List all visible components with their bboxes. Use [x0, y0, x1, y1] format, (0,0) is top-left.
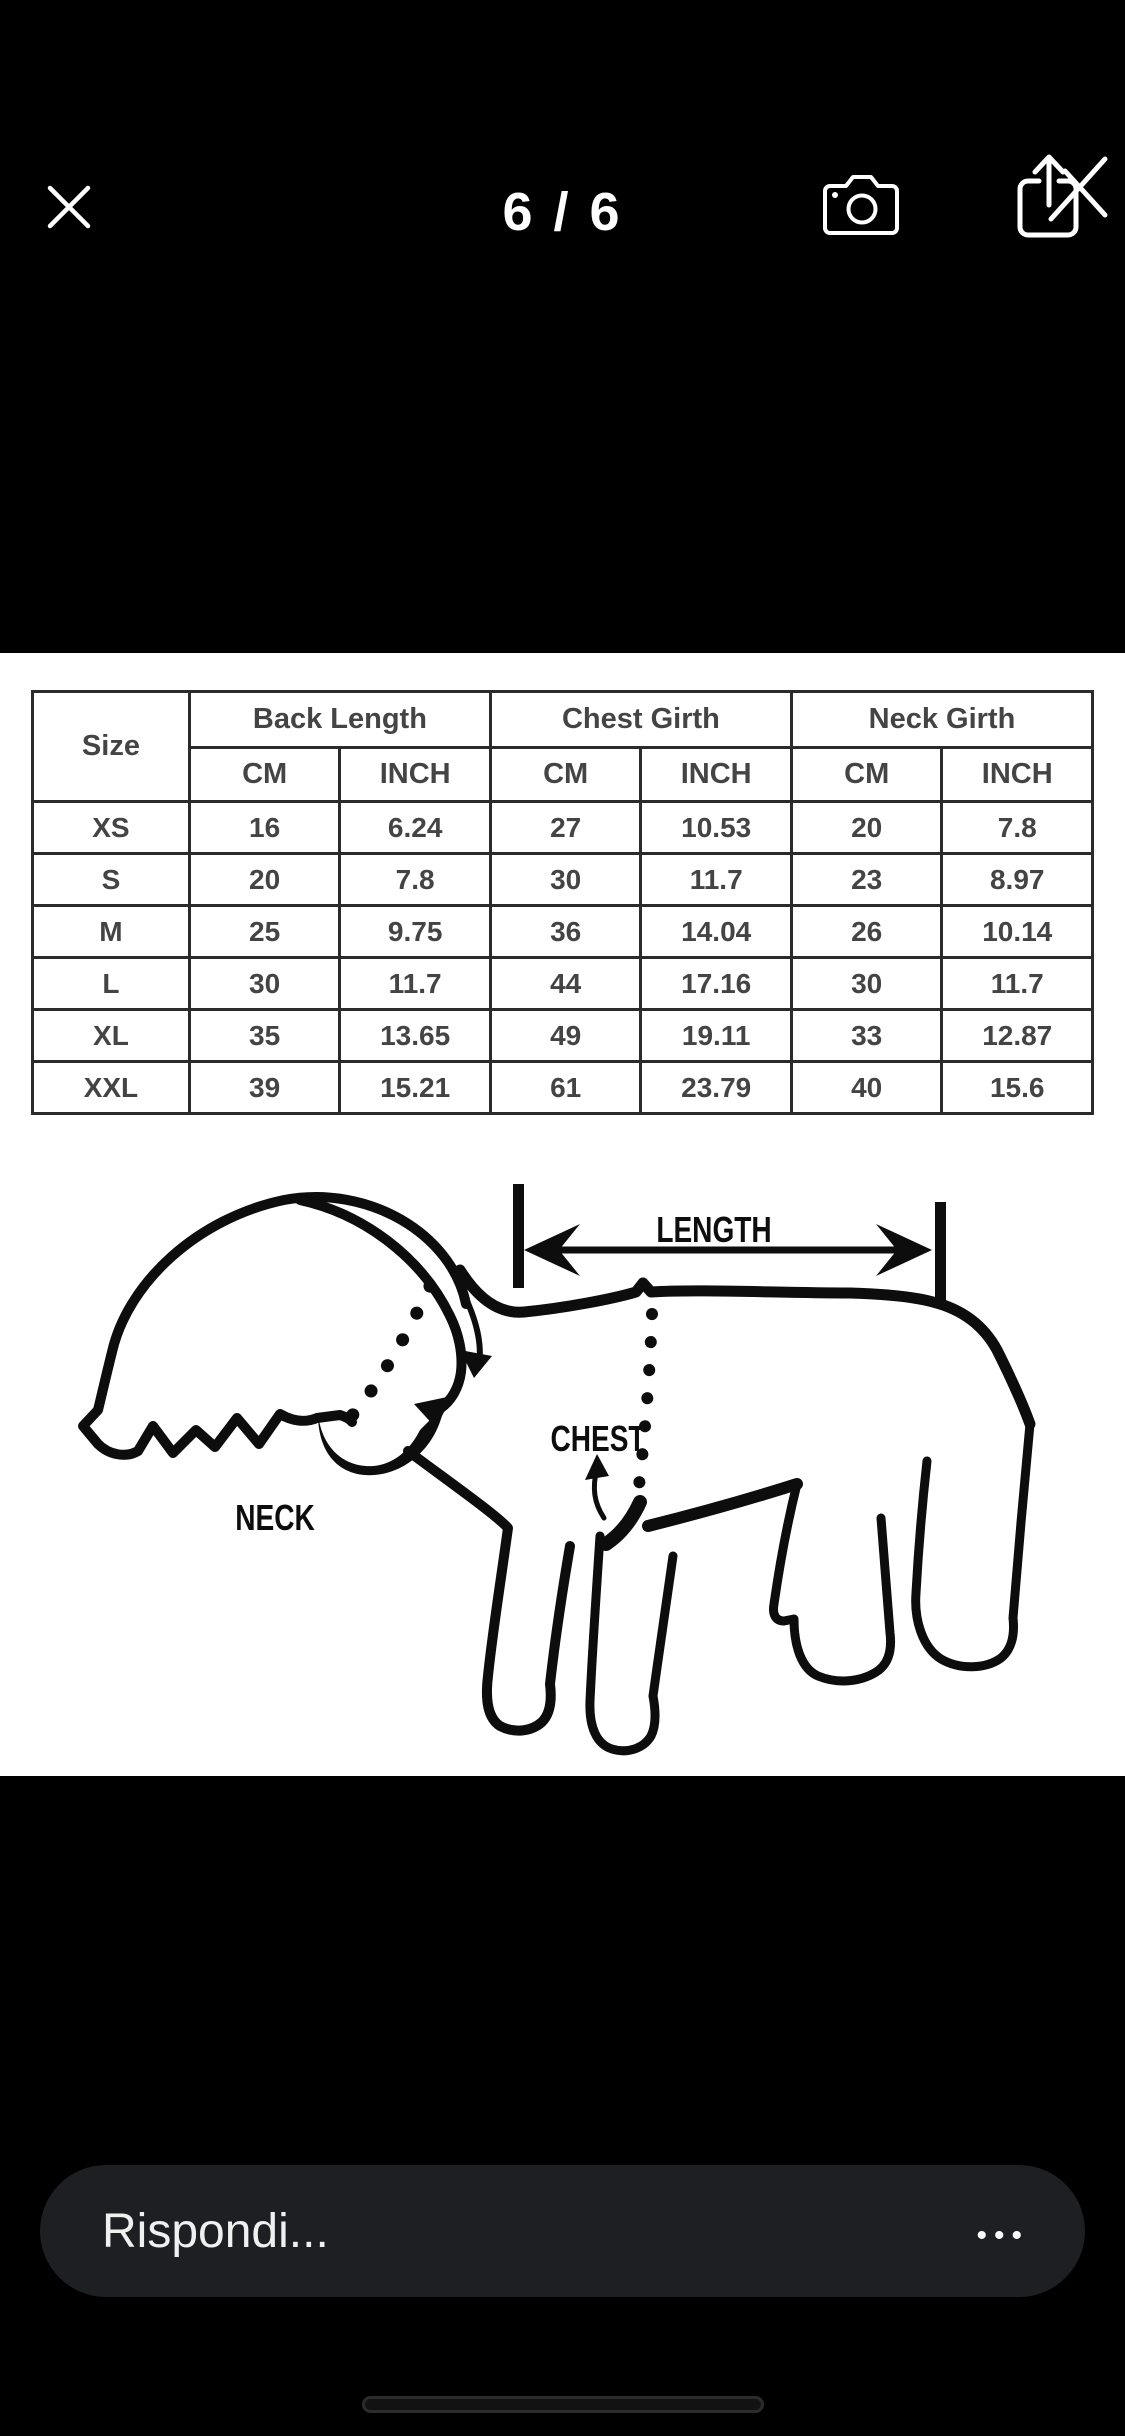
measurement-cell: 10.14 — [942, 906, 1093, 958]
measurement-cell: 11.7 — [340, 958, 491, 1010]
attached-image-size-chart[interactable] — [0, 653, 1125, 1776]
table-row — [33, 1062, 1093, 1114]
measurement-cell: 6.24 — [340, 802, 491, 854]
measurement-cell: 26 — [791, 906, 942, 958]
table-row — [33, 1010, 1093, 1062]
size-cell: XS — [33, 802, 190, 854]
length-bar-left — [513, 1184, 524, 1288]
top-bar — [0, 0, 1125, 300]
neck-crescent-arrowhead — [414, 1396, 452, 1428]
home-indicator[interactable] — [362, 2396, 764, 2413]
dog-measurement-diagram — [0, 1156, 1125, 1776]
measurement-cell: 20 — [791, 802, 942, 854]
dog-head-outline — [83, 1197, 466, 1455]
reply-input[interactable] — [40, 2165, 1085, 2297]
measurement-cell: 14.04 — [641, 906, 792, 958]
dog-ear-line — [300, 1200, 462, 1408]
share-button[interactable] — [1010, 148, 1114, 244]
table-row — [33, 854, 1093, 906]
measurement-cell: 7.8 — [340, 854, 491, 906]
measurement-cell: 17.16 — [641, 958, 792, 1010]
measurement-cell: 30 — [189, 958, 340, 1010]
measurement-cell: 44 — [490, 958, 641, 1010]
size-table — [31, 690, 1094, 1115]
measurement-cell: 8.97 — [942, 854, 1093, 906]
measurement-cell: 35 — [189, 1010, 340, 1062]
table-row — [33, 958, 1093, 1010]
measurement-cell: 11.7 — [641, 854, 792, 906]
measurement-cell: 36 — [490, 906, 641, 958]
length-label: LENGTH — [656, 1209, 772, 1250]
measurement-cell: 61 — [490, 1062, 641, 1114]
measurement-cell: 16 — [189, 802, 340, 854]
measurement-cell: 27 — [490, 802, 641, 854]
share-disabled-icon — [1013, 149, 1111, 241]
camera-button[interactable] — [818, 172, 904, 240]
chest-label: CHEST — [550, 1418, 646, 1459]
neck-label: NECK — [235, 1497, 315, 1538]
unit-header: CM — [490, 748, 641, 802]
belly-line — [648, 1484, 797, 1526]
measurement-cell: 9.75 — [340, 906, 491, 958]
measurement-cell: 12.87 — [942, 1010, 1093, 1062]
front-near-leg — [408, 1451, 570, 1731]
measurement-cell: 19.11 — [641, 1010, 792, 1062]
measurement-cell: 13.65 — [340, 1010, 491, 1062]
table-row — [33, 802, 1093, 854]
unit-header: INCH — [641, 748, 792, 802]
measurement-cell: 25 — [189, 906, 340, 958]
size-cell: S — [33, 854, 190, 906]
size-cell: L — [33, 958, 190, 1010]
measurement-cell: 40 — [791, 1062, 942, 1114]
chest-girth-dotted-line — [638, 1314, 652, 1494]
measurement-cell: 15.6 — [942, 1062, 1093, 1114]
reply-placeholder: Rispondi... — [102, 2204, 329, 2258]
camera-icon — [821, 173, 901, 237]
unit-header: INCH — [340, 748, 491, 802]
measurement-cell: 7.8 — [942, 802, 1093, 854]
rear-near-leg — [773, 1484, 890, 1681]
more-options-button[interactable]: ••• — [966, 2211, 1029, 2251]
measurement-cell: 30 — [490, 854, 641, 906]
measurement-cell: 49 — [490, 1010, 641, 1062]
size-cell: M — [33, 906, 190, 958]
col-header-back-length: Back Length — [189, 692, 490, 748]
measurement-cell: 30 — [791, 958, 942, 1010]
measurement-cell: 33 — [791, 1010, 942, 1062]
unit-header: CM — [791, 748, 942, 802]
table-row — [33, 906, 1093, 958]
measurement-cell: 15.21 — [340, 1062, 491, 1114]
measurement-cell: 11.7 — [942, 958, 1093, 1010]
measurement-cell: 23 — [791, 854, 942, 906]
unit-header: INCH — [942, 748, 1093, 802]
measurement-cell: 20 — [189, 854, 340, 906]
size-cell: XL — [33, 1010, 190, 1062]
length-bar-right — [935, 1202, 946, 1302]
neck-girth-dotted-line — [350, 1286, 430, 1418]
col-header-chest-girth: Chest Girth — [490, 692, 791, 748]
measurement-cell: 39 — [189, 1062, 340, 1114]
front-far-leg — [590, 1536, 673, 1751]
unit-header: CM — [189, 748, 340, 802]
table-group-header-row — [33, 692, 1093, 748]
page-indicator: 6 / 6 — [502, 182, 623, 242]
size-cell: XXL — [33, 1062, 190, 1114]
col-header-size: Size — [33, 692, 190, 802]
col-header-neck-girth: Neck Girth — [791, 692, 1092, 748]
measurement-cell: 23.79 — [641, 1062, 792, 1114]
table-unit-header-row — [33, 748, 1093, 802]
chest-thick-arrow — [606, 1502, 640, 1544]
measurement-cell: 10.53 — [641, 802, 792, 854]
rear-far-leg — [916, 1424, 1030, 1667]
